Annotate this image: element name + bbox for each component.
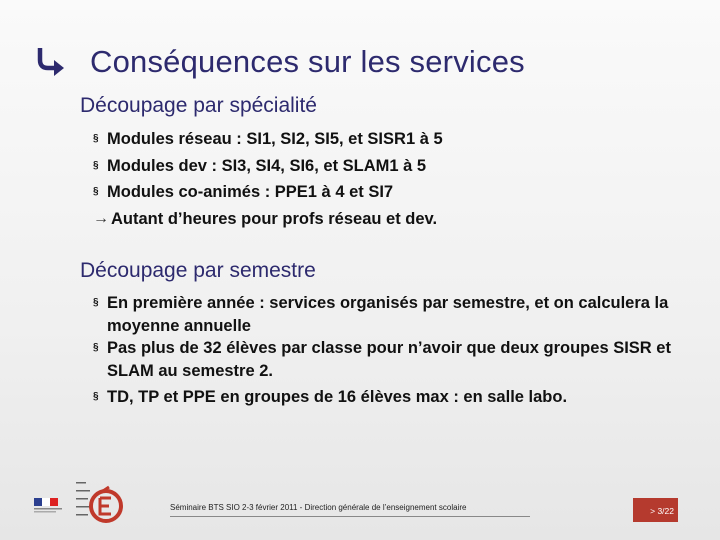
bullet-text: Modules co-animés : PPE1 à 4 et SI7 [107, 183, 394, 201]
bullet-marker: § [93, 297, 99, 308]
bullet-text: Autant d’heures pour profs réseau et dev. [111, 209, 438, 228]
list-item [93, 292, 673, 337]
bullet-text: TD, TP et PPE en groupes de 16 élèves max : en salle labo. [107, 388, 568, 406]
bullet-marker: § [93, 186, 99, 197]
title-row [32, 40, 525, 84]
list-item [93, 386, 673, 409]
bullet-text: En première année : services organisés par semestre, et on calculera la moyenne annuelle [107, 294, 669, 335]
bullet-marker: § [93, 391, 99, 402]
section-heading-specialite: Découpage par spécialité [80, 94, 317, 117]
footer [170, 498, 678, 522]
list-item [93, 337, 673, 382]
bullet-marker: § [93, 159, 99, 171]
curved-arrow-icon [32, 44, 68, 80]
bullet-list-semestre [93, 292, 673, 409]
list-item [93, 126, 693, 153]
footer-divider [170, 516, 530, 517]
list-item [93, 206, 693, 233]
page-number: > 3/22 [633, 498, 678, 522]
list-item [93, 179, 693, 206]
bullet-text: Pas plus de 32 élèves par classe pour n’avoir que deux groupes SISR et SLAM au semestre 2. [107, 339, 671, 380]
footer-text: Séminaire BTS SIO 2-3 février 2011 - Direction générale de l’enseignement scolaire [170, 503, 467, 512]
list-item [93, 153, 693, 180]
section-heading-semestre: Découpage par semestre [80, 259, 316, 282]
bullet-text: Modules dev : SI3, SI4, SI6, et SLAM1 à 5 [107, 156, 427, 175]
bullet-list-specialite [93, 126, 693, 232]
ministry-logo [34, 478, 130, 526]
right-arrow-icon: → [93, 209, 109, 227]
slide-title: Conséquences sur les services [90, 44, 525, 79]
bullet-marker: § [93, 342, 99, 353]
bullet-marker: § [93, 133, 99, 144]
bullet-text: Modules réseau : SI1, SI2, SI5, et SISR1 à 5 [107, 130, 443, 148]
